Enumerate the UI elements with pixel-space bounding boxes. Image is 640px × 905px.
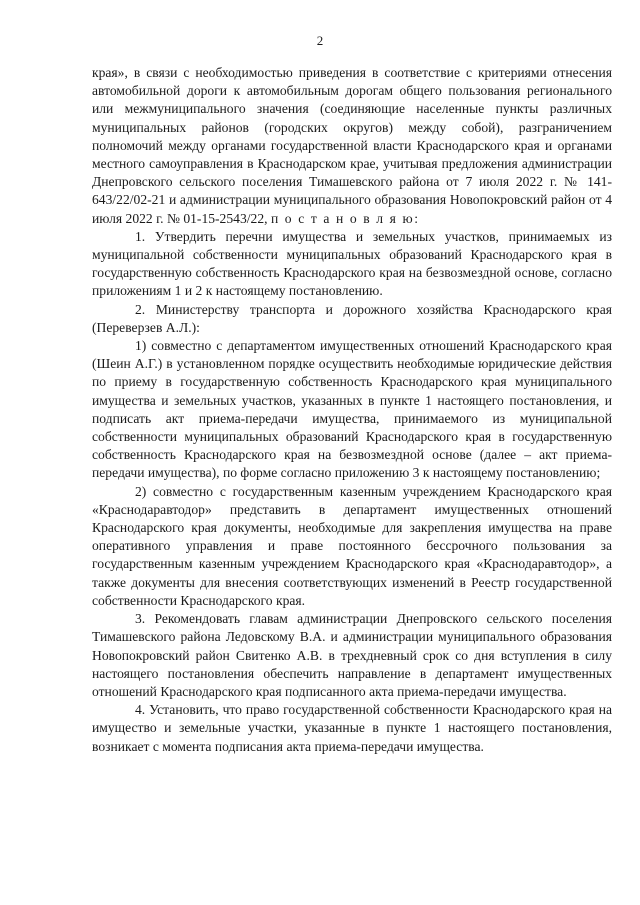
paragraph-item-3: 3. Рекомендовать главам администрации Днепровского сельского поселения Тимашевского района Ледовскому В.А. и администрации муниципального образования Новопокровский район Свитенко А.В. в трехдневный срок со дня вступления в силу настоящего постановления обеспечить направление в департамент имущественных отношений Краснодарского края подписанного акта приема-передачи имущества. — [92, 611, 612, 699]
paragraph-subitem-1: 1) совместно с департаментом имущественных отношений Краснодарского края (Шеин А.Г.) в установленном порядке осуществить необходимые юридические действия по приему в государственную собственность Краснодарского края муниципального имущества и земельных участков, указанных в пункте 1 настоящего постановления, и подписать акт приема-передачи имущества, принимаемого из муниципальной собственности муниципальных образований Краснодарского края в государственную собственность Краснодарского края на безвозмездной основе (далее – акт приема-передачи имущества), по форме согласно приложению 3 к настоящему постановлению; — [92, 338, 612, 481]
postanovlyayu-word: п о с т а н о в л я ю: — [270, 210, 420, 226]
preamble-text: края», в связи с необходимостью приведения в соответствие с критериями отнесения автомобильной дороги к автомобильным дорогам общего пользования регионального или межмуниципального значения (соединяющие населенные пункты различных муниципальных районов (городских округов) между собой), разграничением полномочий между органами государственной власти Краснодарского края и органами местного самоуправления в Краснодарском крае, учитывая предложения администрации Днепровского сельского поселения Тимашевского района от 7 июля 2022 г. № 141-643/22/02-21 и администрации муниципального образования Новопокровский район от 4 июля 2022 г. № 01-15-2543/22, — [92, 65, 612, 226]
page-number: 2 — [316, 33, 324, 48]
paragraph-preamble-continuation — [92, 64, 612, 228]
paragraph-item-4: 4. Установить, что право государственной собственности Краснодарского края на имущество и земельные участки, указанные в пункте 1 настоящего постановления, возникает с момента подписания акта приема-передачи имущества. — [92, 702, 612, 754]
document-body — [92, 64, 612, 756]
paragraph-item-1: 1. Утвердить перечни имущества и земельных участков, принимаемых из муниципальной собственности муниципальных образований Краснодарского края в государственную собственность Краснодарского края на безвозмездной основе, согласно приложениям 1 и 2 к настоящему постановлению. — [92, 228, 612, 299]
paragraph-item-2: 2. Министерству транспорта и дорожного хозяйства Краснодарского края (Переверзев А.Л.): — [92, 301, 612, 335]
paragraph-subitem-2: 2) совместно с государственным казенным учреждением Краснодарского края «Краснодаравтодор» представить в департамент имущественных отношений Краснодарского края документы, необходимые для закрепления имущества на праве оперативного управления и праве постоянного бессрочного пользования за государственным казенным учреждением Краснодарского края «Краснодаравтодор», а также документы для внесения соответствующих изменений в Реестр государственной собственности Краснодарского края. — [92, 483, 612, 608]
